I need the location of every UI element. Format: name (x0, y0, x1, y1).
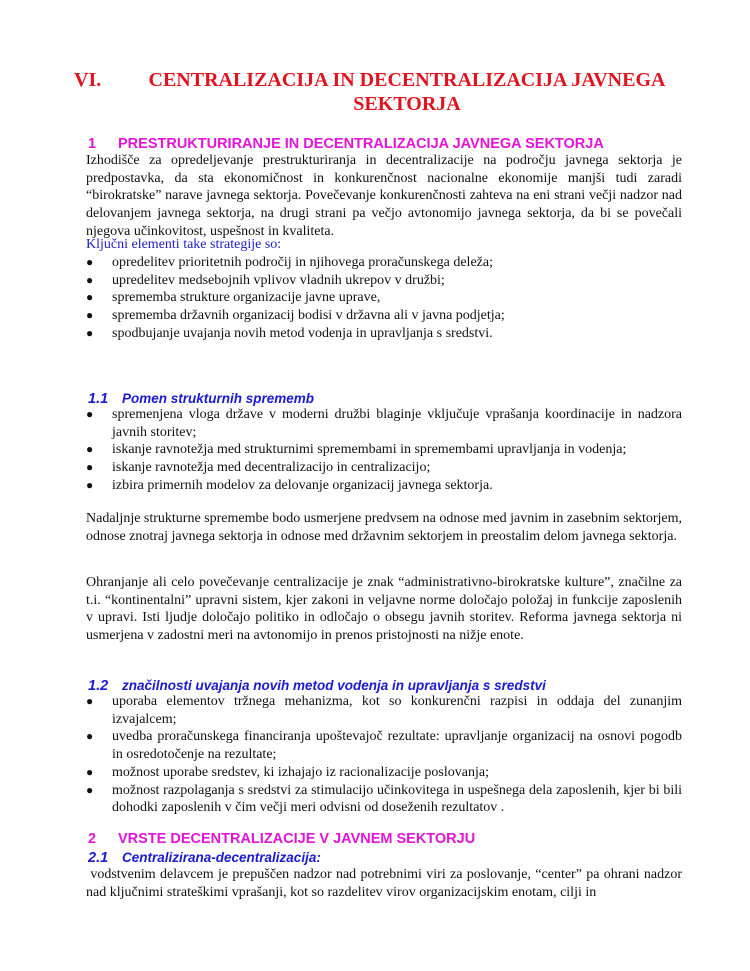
section-1-title: PRESTRUKTURIRANJE IN DECENTRALIZACIJA JAVNEGA SEKTORJA (118, 136, 604, 152)
list-item: ● spremenjena vloga države v moderni družbi blaginje vključuje vprašanja koordinacije in nadzora javnih storitev; (86, 407, 682, 440)
chapter-title (74, 68, 678, 116)
section-1-2-number: 1.2 (88, 678, 109, 694)
section-1-1-paragraph-2: Ohranjanje ali celo povečevanje centralizacije je znak “administrativno-birokratske kulture”, značilne za t.i. “kontinentalni” upravni sistem, kjer zakoni in veljavne norme določajo položaj in funkcije zaposlenih v upravi. Isti ljudje določajo politiko in odločajo o obsegu javnih storitev. Reforma javnega sektorja ni usmerjena v zadostni meri na avtonomijo in prenos pristojnosti na nižje enote. (86, 575, 682, 644)
bullet-icon: ● (86, 694, 94, 708)
bullet-icon: ● (86, 782, 94, 797)
bullet-icon: ● (86, 325, 94, 340)
section-1-2-title: značilnosti uvajanja novih metod vodenja in upravljanja s sredstvi (122, 678, 546, 693)
bullet-icon: ● (86, 255, 94, 269)
list-item: ● sprememba strukture organizacije javne uprave, (86, 290, 381, 306)
section-2-1-paragraph: vodstvenim delavcem je prepuščen nadzor nad potrebnimi viri za poslovanje, “center” pa ohrani nadzor nad ključnimi strateškimi vprašanji, kot so razdelitev virov organizacijskim enotam, cilji in (86, 867, 686, 900)
section-1-heading (88, 135, 604, 153)
list-item: ● iskanje ravnotežja med strukturnimi spremembami in spremembami upravljanja in vodenja; (86, 442, 627, 458)
list-item: ● možnost uporabe sredstev, ki izhajajo iz racionalizacije poslovanja; (86, 764, 489, 780)
bullet-icon: ● (86, 729, 94, 744)
section-1-bullet-list (86, 254, 682, 343)
list-item: ● iskanje ravnotežja med decentralizacijo in centralizacijo; (86, 460, 431, 476)
section-1-1-title: Pomen strukturnih sprememb (122, 391, 315, 406)
list-item: ● možnost razpolaganja s sredstvi za stimulacijo učinkovitega in uspešnega dela zaposlenih, kjer bi bili dohodki zaposlenih v čim večji meri odvisni od doseženih rezultatov . (86, 782, 682, 816)
bullet-icon: ● (86, 290, 94, 305)
list-item: ● uporaba elementov tržnega mehanizma, kot so konkurenčni razpisi in oddaja del zunanjim izvajalcem; (86, 694, 682, 727)
bullet-icon: ● (86, 308, 94, 323)
section-1-2-bullet-list (86, 693, 682, 817)
section-1-lead: Ključni elementi take strategije so: (86, 237, 282, 252)
section-2-1-title: Centralizirana-decentralizacija: (122, 850, 321, 865)
list-item: ● spodbujanje uvajanja novih metod vodenja in upravljanja s sredstvi. (86, 325, 493, 341)
bullet-icon: ● (86, 442, 94, 457)
section-1-1-number: 1.1 (88, 391, 109, 407)
section-2-heading (88, 830, 475, 848)
bullet-icon: ● (86, 477, 94, 492)
bullet-icon: ● (86, 764, 94, 779)
list-item: ● opredelitev prioritetnih področij in njihovega proračunskega deleža; (86, 255, 493, 270)
section-2-title: VRSTE DECENTRALIZACIJE V JAVNEM SEKTORJU (118, 831, 476, 847)
bullet-icon: ● (86, 460, 94, 475)
section-2-number: 2 (88, 831, 97, 847)
chapter-number: VI. (74, 69, 102, 91)
section-1-1-bullet-list (86, 406, 682, 495)
bullet-icon: ● (86, 407, 94, 421)
section-1-number: 1 (88, 136, 97, 152)
list-item: ● sprememba državnih organizacij bodisi v državna ali v javna podjetja; (86, 308, 505, 324)
section-1-1-paragraph-1: Nadaljnje strukturne spremembe bodo usmerjene predvsem na odnose med javnim in zasebnim sektorjem, odnose znotraj javnega sektorja in odnose med državnim sektorjem in preostalim delom javnega sektorja. (86, 511, 683, 544)
list-item: ● izbira primernih modelov za delovanje organizacij javnega sektorja. (86, 477, 493, 493)
section-1-paragraph: Izhodišče za opredeljevanje prestrukturiranja in decentralizacije na področju javnega sektorja je predpostavka, da sta ekonomičnost in konkurenčnost nacionalne ekonomije manjši tudi zaradi “birokratske” narave javnega sektorja. Povečevanje konkurenčnosti zahteva na eni strani večji nadzor nad delovanjem javnega sektorja, na drugi strani pa večjo avtonomijo javnega sektorja, da bi se povečali njegova učinkovitost, uspešnost in kvaliteta. (86, 153, 682, 239)
section-2-1-heading (88, 849, 321, 867)
section-2-1-number: 2.1 (88, 850, 109, 866)
bullet-icon: ● (86, 272, 94, 287)
chapter-title-text: CENTRALIZACIJA IN DECENTRALIZACIJA JAVNEGA SEKTORJA (148, 69, 666, 115)
list-item: ● upredelitev medsebojnih vplivov vladnih ukrepov v družbi; (86, 272, 445, 288)
list-item: ● uvedba proračunskega financiranja upoštevajoč rezultate: upravljanje organizacij na osnovi pogodb in osredotočenje na rezultate; (86, 729, 682, 763)
